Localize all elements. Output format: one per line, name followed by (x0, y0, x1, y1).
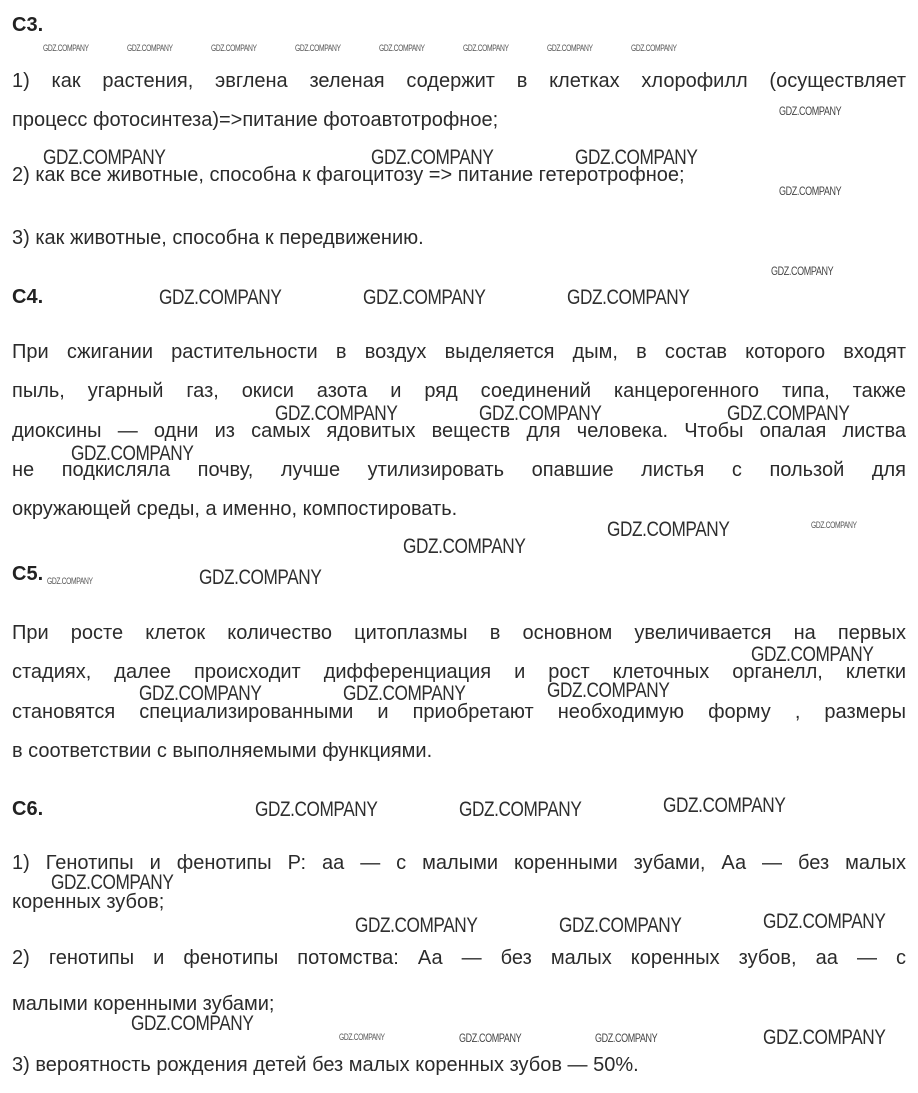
watermark: GDZ.COMPANY (131, 1012, 254, 1035)
watermark: GDZ.COMPANY (811, 520, 857, 530)
c4-line-5: окружающей среды, а именно, компостировать. (12, 498, 458, 520)
watermark: GDZ.COMPANY (355, 914, 478, 937)
c3-line-2: процесс фотосинтеза)=>питание фотоавтотрофное; (12, 109, 499, 131)
watermark: GDZ.COMPANY (779, 104, 842, 118)
watermark: GDZ.COMPANY (547, 679, 670, 702)
section-heading-c4: C4. (12, 286, 44, 308)
c4-line-3: диоксины — одни из самых ядовитых веществ для человека. Чтобы опалая листва (12, 420, 906, 442)
watermark: GDZ.COMPANY (275, 402, 398, 425)
watermark: GDZ.COMPANY (71, 442, 194, 465)
watermark: GDZ.COMPANY (771, 264, 834, 278)
watermark: GDZ.COMPANY (631, 43, 677, 53)
watermark: GDZ.COMPANY (559, 914, 682, 937)
watermark: GDZ.COMPANY (47, 576, 93, 586)
section-heading-c5: C5. (12, 563, 44, 585)
watermark: GDZ.COMPANY (43, 146, 166, 169)
watermark: GDZ.COMPANY (159, 286, 282, 309)
c6-line-5: 3) вероятность рождения детей без малых коренных зубов — 50%. (12, 1054, 639, 1076)
c5-line-3: становятся специализированными и приобретают необходимую форму , размеры (12, 701, 906, 723)
watermark: GDZ.COMPANY (371, 146, 494, 169)
watermark: GDZ.COMPANY (567, 286, 690, 309)
watermark: GDZ.COMPANY (51, 871, 174, 894)
c6-line-2: коренных зубов; (12, 891, 165, 913)
c4-line-4: не подкисляла почву, лучше утилизировать опавшие листья с пользой для (12, 459, 906, 481)
c3-line-3: 2) как все животные, способна к фагоцитозу => питание гетеротрофное; (12, 164, 685, 186)
section-heading-c3: C3. (12, 14, 44, 36)
watermark: GDZ.COMPANY (363, 286, 486, 309)
section-heading-c6: C6. (12, 798, 44, 820)
watermark: GDZ.COMPANY (779, 184, 842, 198)
watermark: GDZ.COMPANY (763, 1026, 886, 1049)
c4-line-2: пыль, угарный газ, окиси азота и ряд соединений канцерогенного типа, также (12, 380, 906, 402)
c6-line-3: 2) генотипы и фенотипы потомства: Аа — без малых коренных зубов, аа — с (12, 947, 906, 969)
watermark: GDZ.COMPANY (607, 518, 730, 541)
watermark: GDZ.COMPANY (211, 43, 257, 53)
watermark: GDZ.COMPANY (663, 794, 786, 817)
watermark: GDZ.COMPANY (547, 43, 593, 53)
watermark: GDZ.COMPANY (139, 682, 262, 705)
c5-line-4: в соответствии с выполняемыми функциями. (12, 740, 433, 762)
c4-line-1: При сжигании растительности в воздух выделяется дым, в состав которого входят (12, 341, 906, 363)
watermark: GDZ.COMPANY (343, 682, 466, 705)
watermark: GDZ.COMPANY (43, 43, 89, 53)
watermark: GDZ.COMPANY (379, 43, 425, 53)
c3-line-1: 1) как растения, эвглена зеленая содержит в клетках хлорофилл (осуществляет (12, 70, 906, 92)
watermark: GDZ.COMPANY (575, 146, 698, 169)
watermark: GDZ.COMPANY (403, 535, 526, 558)
c6-line-1: 1) Генотипы и фенотипы Р: аа — с малыми коренными зубами, Аа — без малых (12, 852, 906, 874)
watermark: GDZ.COMPANY (479, 402, 602, 425)
watermark: GDZ.COMPANY (763, 910, 886, 933)
watermark: GDZ.COMPANY (459, 1031, 522, 1045)
c6-line-4: малыми коренными зубами; (12, 993, 275, 1015)
watermark: GDZ.COMPANY (295, 43, 341, 53)
c3-line-4: 3) как животные, способна к передвижению. (12, 227, 424, 249)
watermark: GDZ.COMPANY (727, 402, 850, 425)
watermark: GDZ.COMPANY (595, 1031, 658, 1045)
watermark: GDZ.COMPANY (255, 798, 378, 821)
c5-line-2: стадиях, далее происходит дифференциация и рост клеточных органелл, клетки (12, 661, 906, 683)
watermark: GDZ.COMPANY (199, 566, 322, 589)
watermark: GDZ.COMPANY (127, 43, 173, 53)
c5-line-1: При росте клеток количество цитоплазмы в основном увеличивается на первых (12, 622, 906, 644)
watermark: GDZ.COMPANY (339, 1032, 385, 1042)
watermark: GDZ.COMPANY (751, 643, 874, 666)
watermark: GDZ.COMPANY (459, 798, 582, 821)
watermark: GDZ.COMPANY (463, 43, 509, 53)
